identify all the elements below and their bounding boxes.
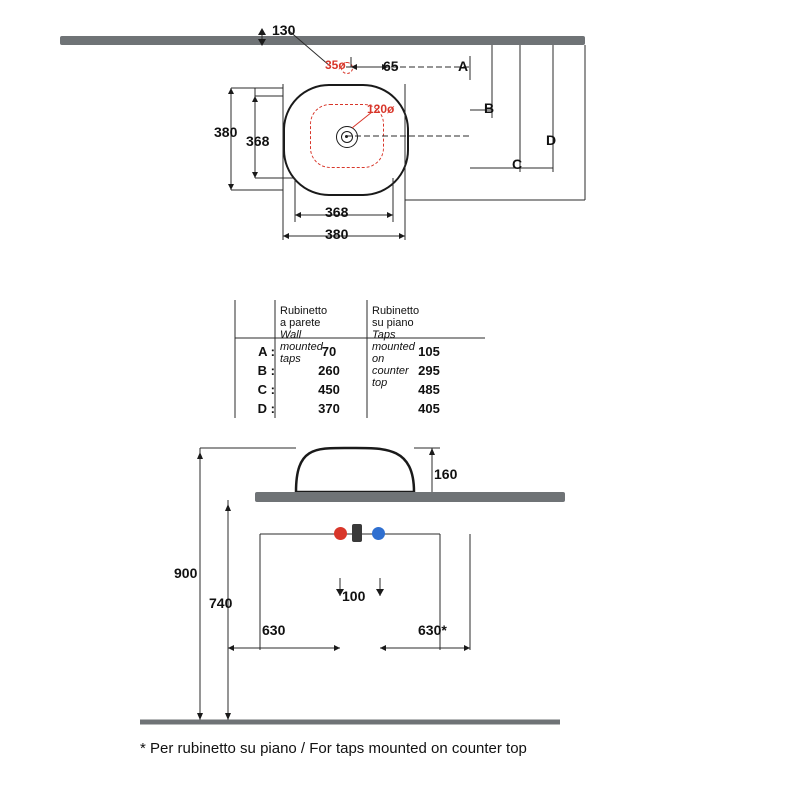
footnote: * Per rubinetto su piano / For taps mounted on counter top	[140, 740, 527, 757]
label-c: C	[512, 156, 523, 172]
counter-slab-side-view	[255, 492, 565, 502]
dim-130: 130	[272, 22, 296, 38]
row-wall-value: 370	[318, 401, 340, 416]
table-header-wall-en: Wall mounted taps	[280, 329, 323, 365]
row-wall-value: 450	[318, 382, 340, 397]
dim-100: 100	[342, 588, 366, 604]
dim-630: 630	[262, 622, 286, 638]
dim-368-horizontal: 368	[325, 204, 349, 220]
dim-120-diameter: 120ø	[367, 102, 395, 116]
dim-740: 740	[209, 595, 233, 611]
row-counter-value: 295	[418, 363, 440, 378]
row-key: A :	[258, 344, 275, 359]
hot-water-tap-icon	[334, 527, 347, 540]
mixer-body-icon	[352, 524, 362, 542]
row-counter-value: 405	[418, 401, 440, 416]
table-header-counter-en: Taps mounted on counter top	[372, 329, 415, 389]
table-header-counter-it: Rubinetto su piano	[372, 305, 420, 329]
row-wall-value: 260	[318, 363, 340, 378]
dim-160: 160	[434, 466, 458, 482]
row-key: D :	[257, 401, 275, 416]
dim-630-counter: 630*	[418, 622, 447, 638]
row-wall-value: 70	[321, 344, 337, 359]
dim-900: 900	[174, 565, 198, 581]
label-b: B	[484, 100, 495, 116]
row-key: C :	[257, 382, 275, 397]
label-a: A	[458, 58, 469, 74]
dim-65: 65	[383, 58, 399, 74]
dim-380-vertical: 380	[214, 124, 238, 140]
cold-water-tap-icon	[372, 527, 385, 540]
row-counter-value: 485	[418, 382, 440, 397]
row-key: B :	[257, 363, 275, 378]
dim-35-diameter: 35ø	[325, 58, 346, 72]
row-counter-value: 105	[418, 344, 440, 359]
dim-380-horizontal: 380	[325, 226, 349, 242]
dim-368-vertical: 368	[246, 133, 270, 149]
basin-profile-side-view	[296, 448, 414, 492]
label-d: D	[546, 132, 557, 148]
table-header-wall-it: Rubinetto a parete	[280, 305, 328, 329]
